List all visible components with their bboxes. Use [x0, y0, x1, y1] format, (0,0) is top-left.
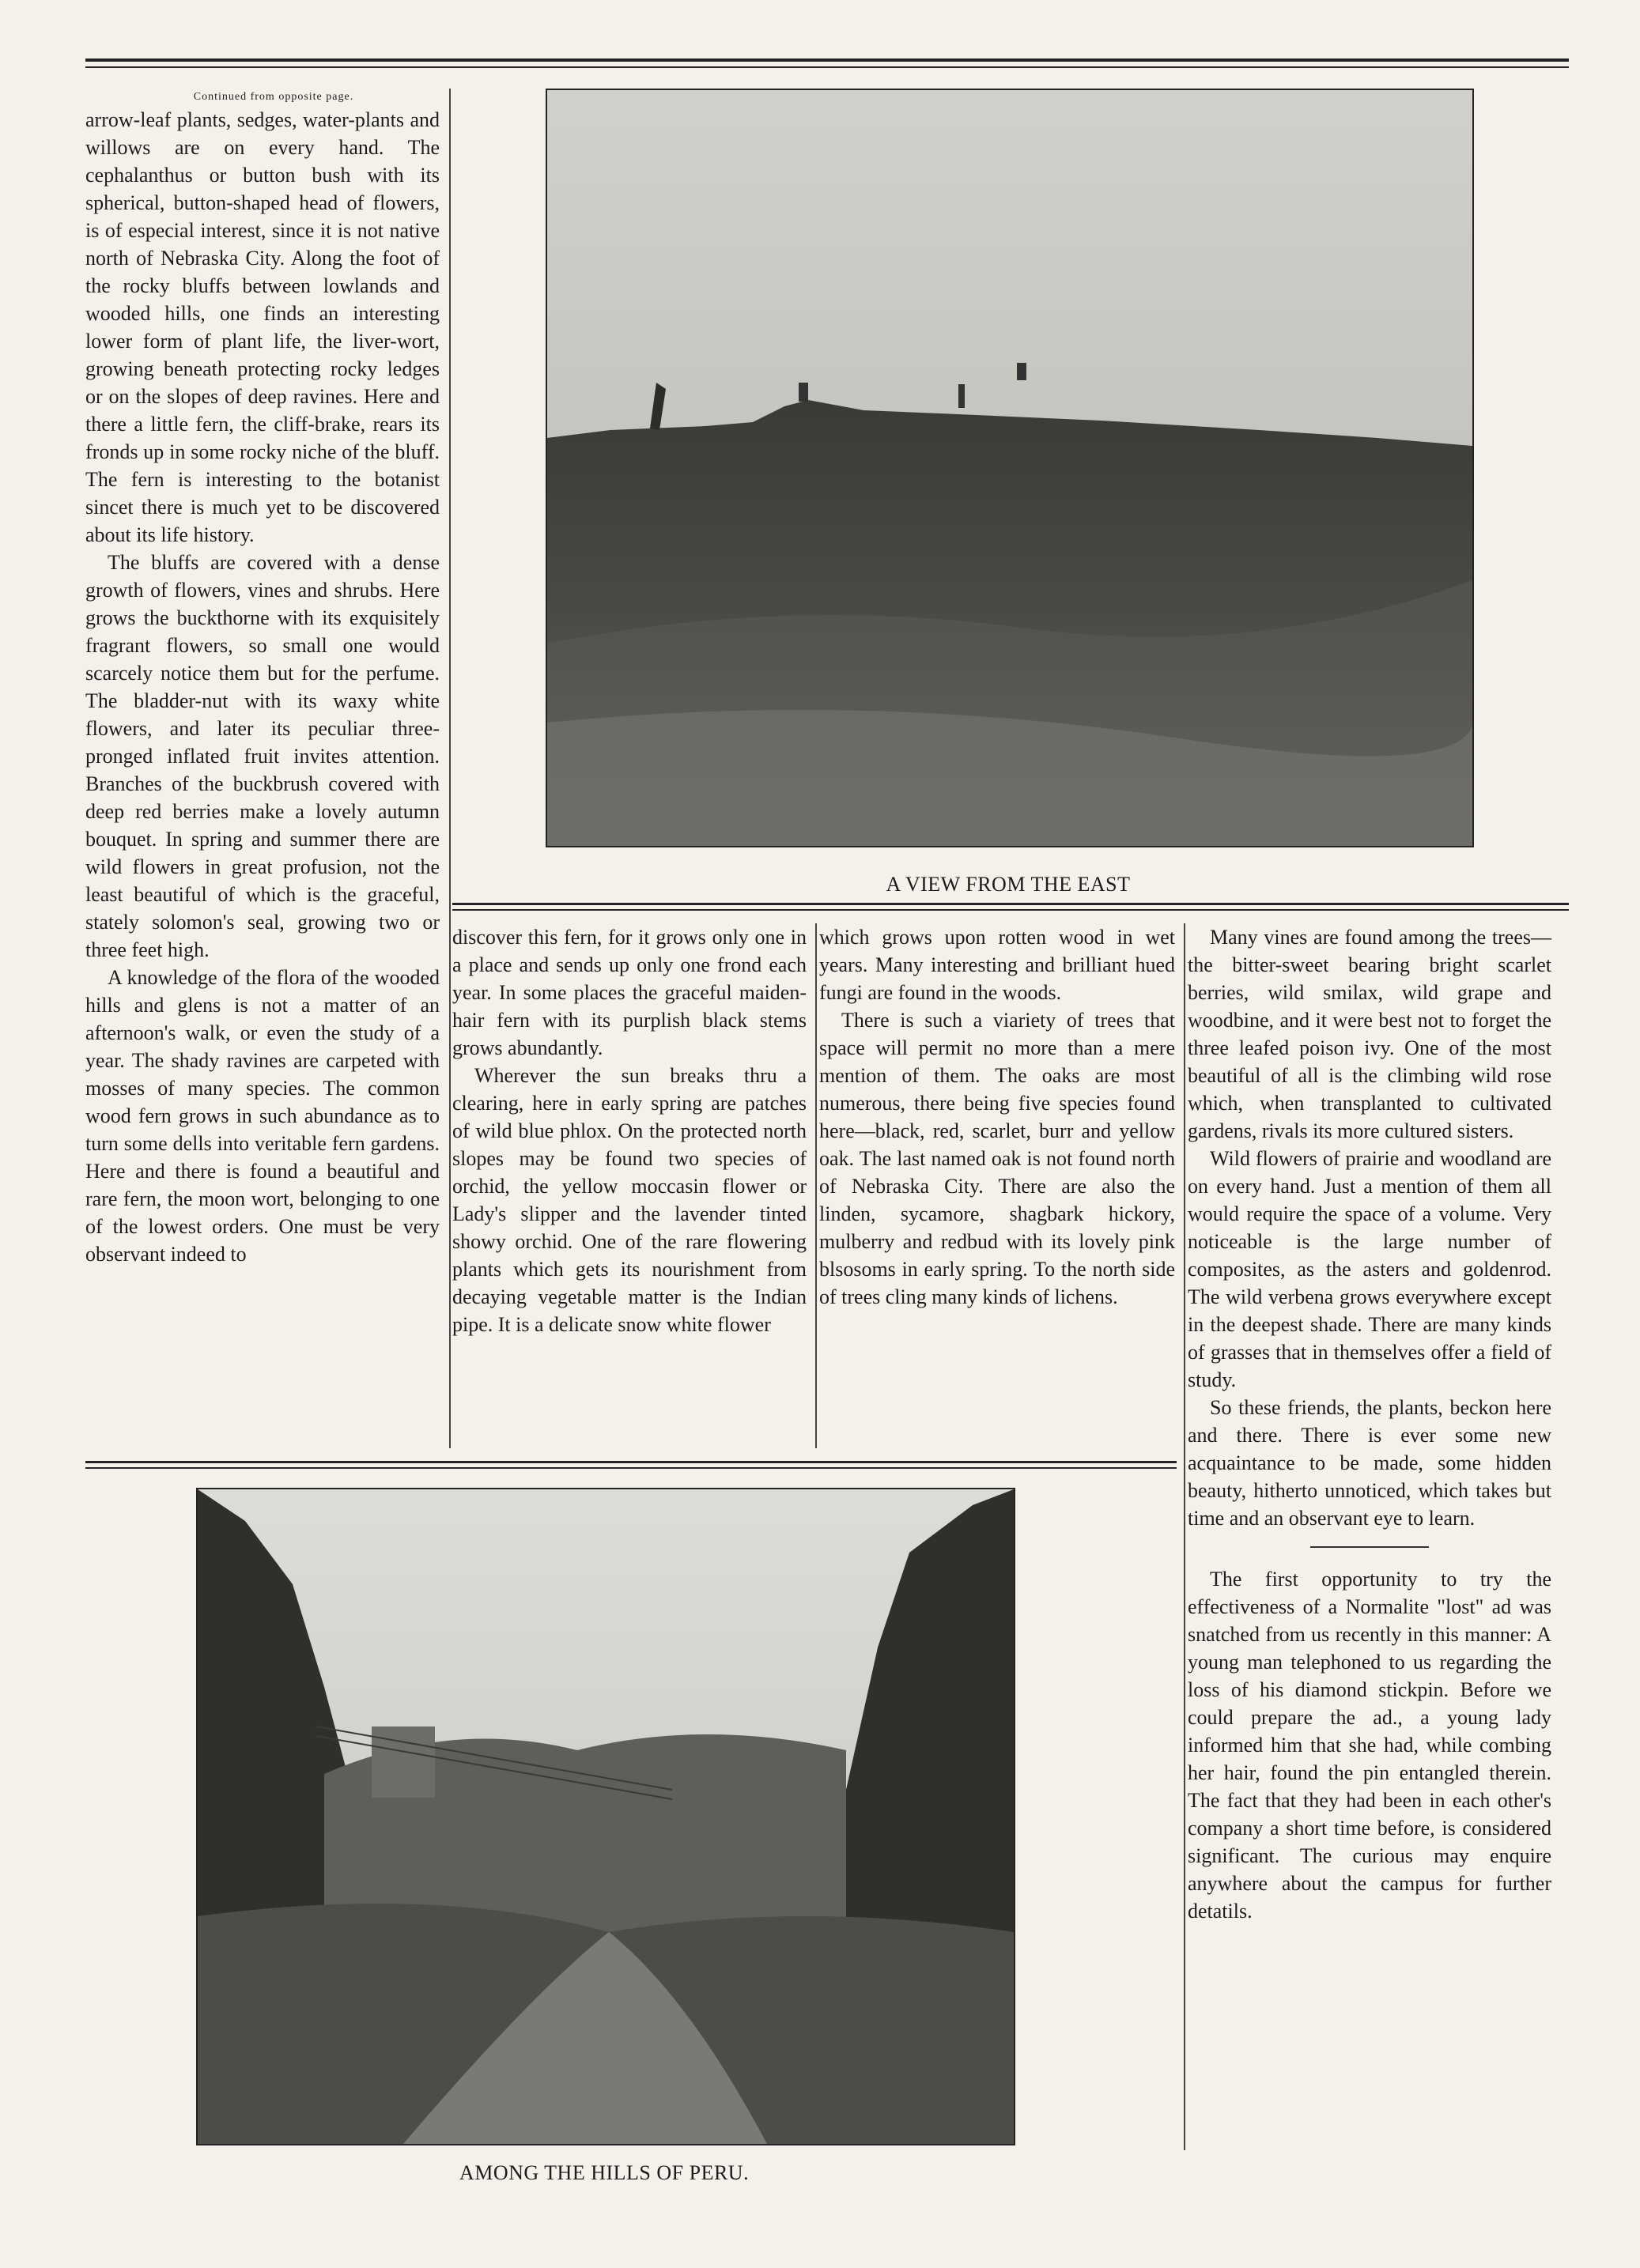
mid-rule-thick	[452, 903, 1569, 905]
column4-paragraph-3: So these friends, the plants, beckon here and there. There is ever some new acquaintance to be made, some hidden beauty, hitherto unnoticed, which takes but time and an observant eye to learn.	[1188, 1396, 1551, 1530]
article-column-2	[452, 923, 807, 1338]
column1-paragraph-2: The bluffs are covered with a dense growth of flowers, vines and shrubs. Here grows the buckthorne with its exquisitely fragrant flowers, so small one would scarcely notice them but for the perfume. The bladder-nut with its waxy white flowers, and later its peculiar three-pronged inflated fruit invites attention. Branches of the buckbrush covered with deep red berries make a lovely autumn bouquet. In spring and summer there are wild flowers in great profusion, not the least beautiful of which is the graceful, stately solomon's seal, growing two or three feet high.	[85, 551, 440, 961]
column-divider-1	[449, 89, 451, 1448]
article-column-1	[85, 89, 440, 1268]
top-rule-thick	[85, 58, 1569, 62]
column-divider-2	[815, 923, 817, 1448]
article-column-4	[1188, 923, 1551, 1925]
photo-view-from-east	[546, 89, 1474, 847]
section-separator	[1310, 1546, 1429, 1548]
lower-rule-thin	[85, 1467, 1177, 1469]
column4-paragraph-2: Wild flowers of prairie and woodland are on every hand. Just a mention of them all would require the space of a volume. Very noticeable is the large number of composites, as the asters and goldenrod. The wild verbena grows everywhere except in the deepest shade. There are many kinds of grasses that in themselves offer a field of study.	[1188, 1147, 1551, 1391]
column3-paragraph-2: There is such a viariety of trees that space will permit no more than a mere mention of them. The oaks are most numerous, there being five species found here—black, red, scarlet, burr and yellow oak. The last named oak is not found north of Nebraska City. There are also the linden, sycamore, shagbark hickory, mulberry and redbud with its lovely pink blsosoms in early spring. To the north side of trees cling many kinds of lichens.	[819, 1009, 1175, 1308]
column2-paragraph-1: discover this fern, for it grows only one in a place and sends up only one frond each year. In some places the graceful maiden-hair fern with its purplish black stems grows abundantly.	[452, 926, 807, 1059]
column2-paragraph-2: Wherever the sun breaks thru a clearing, here in early spring are patches of wild blue phlox. On the protected north slopes may be found two species of orchid, the yellow moccasin flower or Lady's slipper and the lavender tinted showy orchid. One of the rare flowering plants which gets its nourishment from decaying vegetable matter is the Indian pipe. It is a delicate snow white flower	[452, 1064, 807, 1336]
column1-paragraph-1: arrow-leaf plants, sedges, water-plants and willows are on every hand. The cephalanthus or button bush with its spherical, button-shaped head of flowers, is of especial interest, since it is not native north of Nebraska City. Along the foot of the rocky bluffs between lowlands and wooded hills, one finds an interesting lower form of plant life, the liver-wort, growing beneath protecting rocky ledges or on the slopes of deep ravines. Here and there a little fern, the cliff-brake, rears its fronds up in some rocky niche of the bluff. The fern is interesting to the botanist sincet there is much yet to be discovered about its life history.	[85, 108, 440, 546]
landscape-hill-image	[547, 90, 1472, 846]
top-photo-caption: A VIEW FROM THE EAST	[886, 873, 1131, 896]
wooded-valley-image	[198, 1489, 1014, 2144]
column3-paragraph-1: which grows upon rotten wood in wet years. Many interesting and brilliant hued fungi are found in the woods.	[819, 926, 1175, 1004]
bottom-photo-caption: AMONG THE HILLS OF PERU.	[459, 2161, 750, 2184]
continued-note: Continued from opposite page.	[193, 91, 354, 103]
column1-paragraph-3: A knowledge of the flora of the wooded hills and glens is not a matter of an afternoon's walk, or even the study of a year. The shady ravines are carpeted with mosses of many species. The common wood fern grows in such abundance as to turn some dells into veritable fern gardens. Here and there is found a beautiful and rare fern, the moon wort, belonging to one of the lowest orders. One must be very observant indeed to	[85, 966, 440, 1266]
article-column-3	[819, 923, 1175, 1311]
column4-paragraph-4: The first opportunity to try the effectiveness of a Normalite "lost" ad was snatched from us recently in this manner: A young man telephoned to us regarding the loss of his diamond stickpin. Before we could prepare the ad., a young lady informed him that she had, while combing her hair, found the pin entangled therein. The fact that they had been in each other's company a short time before, is considered significant. The curious may enquire anywhere about the campus for further detatils.	[1188, 1568, 1551, 1923]
mid-rule-thin	[452, 909, 1569, 911]
column-divider-3	[1184, 923, 1185, 2150]
top-rule-thin	[85, 66, 1569, 68]
photo-hills-of-peru	[196, 1488, 1015, 2145]
lower-rule-thick	[85, 1461, 1177, 1463]
column4-paragraph-1: Many vines are found among the trees—the bitter-sweet bearing bright scarlet berries, wild smilax, wild grape and woodbine, and it were best not to forget the three leafed poison ivy. One of the most beautiful of all is the climbing wild rose which, when transplanted to cultivated gardens, rivals its more cultured sisters.	[1188, 926, 1551, 1142]
